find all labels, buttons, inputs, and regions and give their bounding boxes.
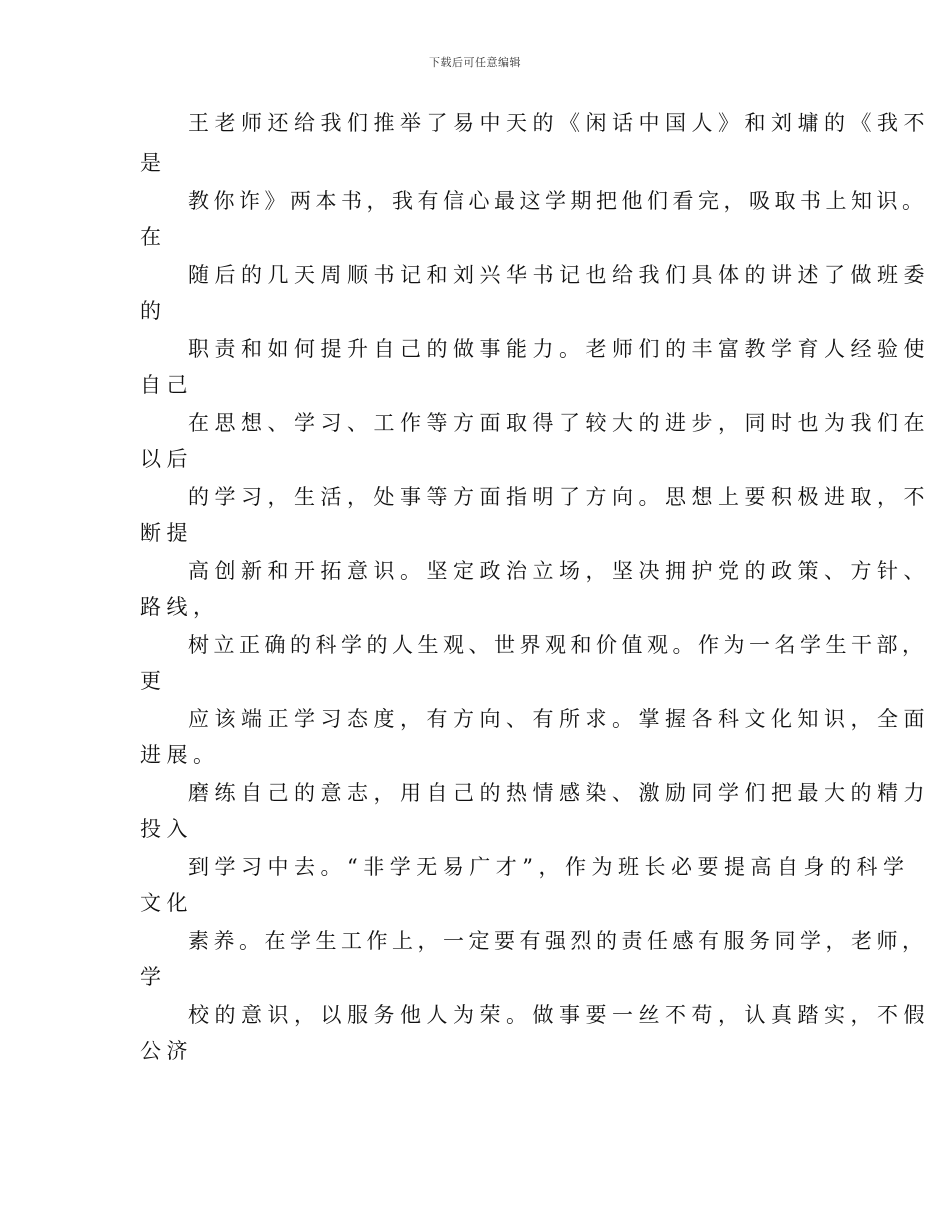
paragraph-line: 磨练自己的意志，用自己的热情感染、激励同学们把最大的精力 — [188, 781, 930, 805]
paragraph-line: 王老师还给我们推举了易中天的《闲话中国人》和刘墉的《我不 — [188, 111, 930, 135]
paragraph-line: 树立正确的科学的人生观、世界观和价值观。作为一名学生干部， — [188, 633, 928, 657]
paragraph-line-wrap: 自己 — [140, 373, 193, 397]
page-header: 下载后可任意编辑 — [429, 56, 521, 69]
paragraph-line: 的学习，生活，处事等方面指明了方向。思想上要积极进取，不 — [188, 485, 930, 509]
paragraph-line: 校的意识，以服务他人为荣。做事要一丝不苟，认真踏实，不假 — [188, 1003, 930, 1027]
paragraph-line-wrap: 文化 — [140, 891, 193, 915]
paragraph-line: 高创新和开拓意识。坚定政治立场，坚决拥护党的政策、方针、 — [188, 559, 930, 583]
paragraph-line: 到学习中去。“非学无易广才”，作为班长必要提高自身的科学 — [188, 855, 910, 879]
paragraph-line-wrap: 路线， — [140, 595, 220, 619]
paragraph-line: 应该端正学习态度，有方向、有所求。掌握各科文化知识，全面 — [188, 707, 930, 731]
paragraph-line: 随后的几天周顺书记和刘兴华书记也给我们具体的讲述了做班委 — [188, 263, 930, 287]
paragraph-line-wrap: 更 — [140, 669, 167, 693]
paragraph-line: 在思想、学习、工作等方面取得了较大的进步，同时也为我们在 — [188, 411, 930, 435]
paragraph-line: 素养。在学生工作上，一定要有强烈的责任感有服务同学，老师， — [188, 929, 928, 953]
paragraph-line-wrap: 学 — [140, 965, 167, 989]
paragraph-line-wrap: 进展。 — [140, 743, 220, 767]
paragraph-line-wrap: 是 — [140, 151, 167, 175]
paragraph-line: 教你诈》两本书，我有信心最这学期把他们看完，吸取书上知识。 — [188, 189, 928, 213]
paragraph-line-wrap: 投入 — [140, 817, 193, 841]
paragraph-line-wrap: 的 — [140, 299, 167, 323]
paragraph-line-wrap: 断提 — [140, 521, 193, 545]
paragraph-line: 职责和如何提升自己的做事能力。老师们的丰富教学育人经验使 — [188, 337, 930, 361]
paragraph-line-wrap: 在 — [140, 225, 167, 249]
paragraph-line-wrap: 以后 — [140, 447, 193, 471]
paragraph-line-wrap: 公济 — [140, 1039, 193, 1063]
